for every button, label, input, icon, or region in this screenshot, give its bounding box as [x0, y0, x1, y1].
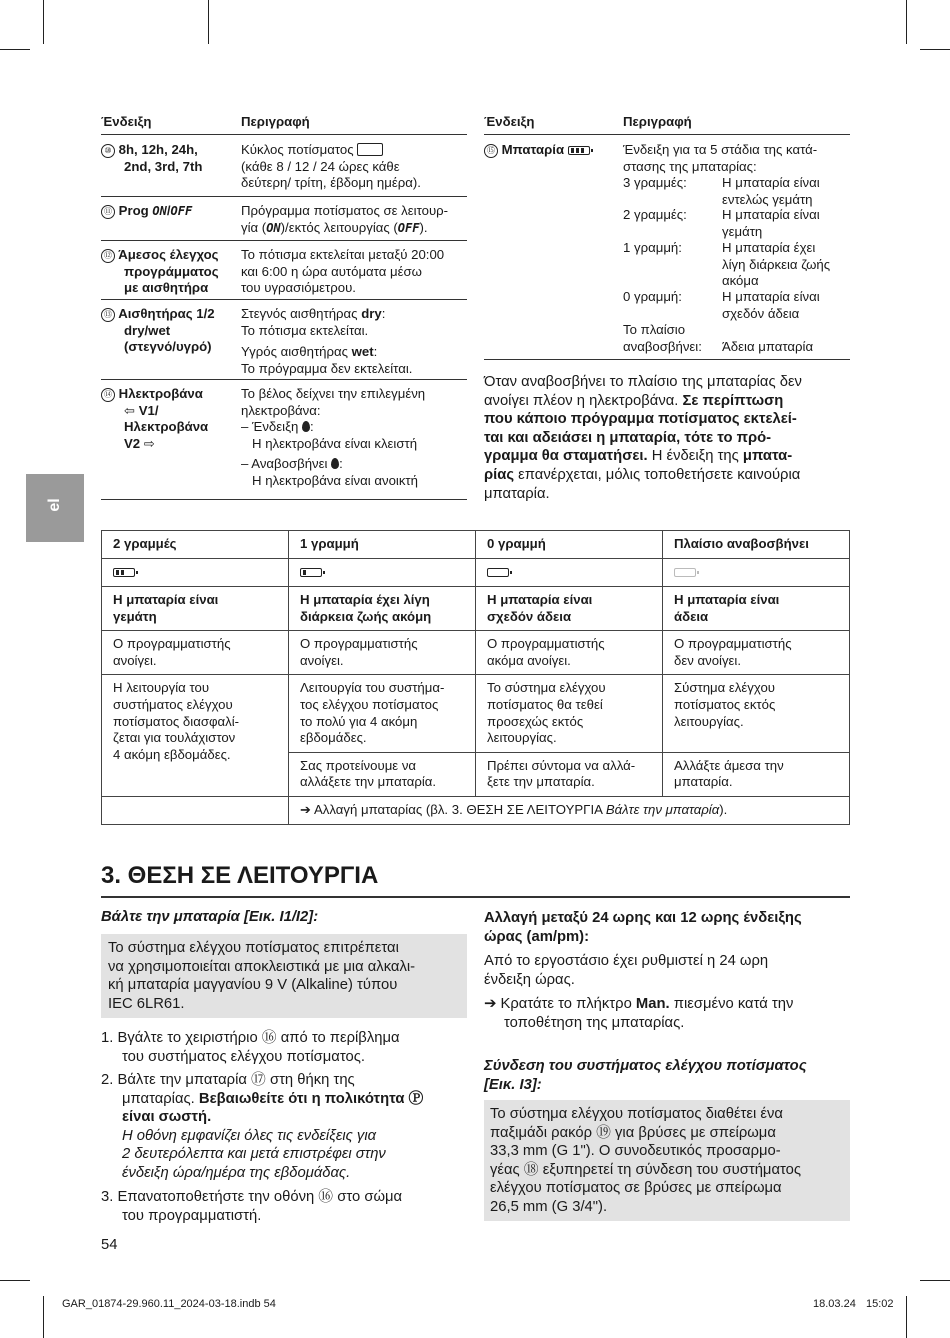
- arrow-left-icon: ⇦: [124, 402, 136, 418]
- row-12-desc: Το πότισμα εκτελείται μεταξύ 20:00 και 6:00 η ώρα αυτόματα μέσω του υγρασιόμετρου.: [241, 247, 445, 296]
- crop-mark: [906, 1296, 907, 1338]
- lcd-box-icon: [357, 143, 383, 156]
- step-3: 3. Επανατοποθετήστε την οθόνη ⑯ στο σώμα του προγραμματιστή.: [101, 1189, 403, 1224]
- row-11-label: ⑪ Prog ON/OFF: [101, 203, 192, 220]
- battery-state-1: 1 γραμμή:: [623, 240, 682, 255]
- battery-1-bar-icon: [300, 568, 322, 577]
- row-15-desc: Ένδειξη για τα 5 στάδια της κατά- στασης της μπαταρίας:: [623, 142, 818, 174]
- crop-mark: [0, 49, 30, 50]
- battery-table: 2 γραμμές 1 γραμμή 0 γραμμή Πλαίσιο αναβοσβήνει Η μπαταρία είναι γεμάτη Η μπαταρία έχει λίγη διάρκεια ζωής ακόμη Η μπαταρία είναι σχεδόν άδεια Η μπαταρία είναι άδεια Ο προγραμματιστής ανοίγει. Ο προγραμματιστής ανοίγει. Ο προγραμματιστής ακόμα ανοίγει. Ο προγραμματιστής δεν ανοίγει. Η λειτουργία του συστήματος ελέγχου ποτίσματος διασφαλί- ζεται για τουλάχιστον 4 ακόμη εβδομάδες. Λειτουργία του συστήμα- τος ελέγχου ποτίσματος το πολύ για 4 ακόμη εβδομάδες. Το σύστημα ελέγχου ποτίσματος θα τεθεί προσεχώς εκτός λειτουργίας. Σύστημα ελέγχου ποτίσματος εκτός λειτουργίας. Σας προτείνουμε να αλλάξετε την μπαταρία. Πρέπει σύντομα να αλλά- ξετε την μπαταρία. Αλλάξτε άμεσα την μπαταρία. ➔ Αλλαγή μπαταρίας (βλ. 3. ΘΕΣΗ ΣΕ ΛΕΙΤΟΥΡΓΙΑ Βάλτε την μπαταρία).: [101, 530, 850, 825]
- col-header: 2 γραμμές: [102, 531, 289, 559]
- drop-icon: [331, 458, 339, 469]
- row-10-desc: Κύκλος ποτίσματος (κάθε 8 / 12 / 24 ώρες κάθε δεύτερη/ τρίτη, έβδομη ημέρα).: [241, 142, 421, 191]
- battery-table-footer: ➔ Αλλαγή μπαταρίας (βλ. 3. ΘΕΣΗ ΣΕ ΛΕΙΤΟΥΡΓΙΑ Βάλτε την μπαταρία).: [289, 796, 850, 824]
- crop-mark: [920, 1280, 950, 1281]
- footer-time: 15:02: [866, 1298, 894, 1310]
- right-subtitle-1: Αλλαγή μεταξύ 24 ωρης και 12 ωρης ένδειξης ώρας (am/pm):: [484, 910, 802, 945]
- row-14-label: ⑭ Ηλεκτροβάνα ⇦ V1/ Ηλεκτροβάνα V2 ⇨: [101, 386, 208, 452]
- left-table-head-indication: Ένδειξη: [101, 114, 152, 129]
- row-13-desc: Στεγνός αισθητήρας dry: Το πότισμα εκτελείται. Υγρός αισθητήρας wet: Το πρόγραμμα δεν εκτελείται.: [241, 306, 413, 376]
- col-header: 1 γραμμή: [289, 531, 476, 559]
- battery-2-bars-icon: [113, 568, 135, 577]
- crop-mark: [0, 1280, 30, 1281]
- footer-date: 18.03.24: [813, 1298, 856, 1310]
- crop-mark: [208, 0, 209, 44]
- arrow-right-icon: ⇨: [143, 435, 155, 451]
- battery-state-blink: Το πλαίσιο αναβοσβήνει:: [623, 322, 702, 354]
- col-header: 0 γραμμή: [476, 531, 663, 559]
- section-title: 3. ΘΕΣΗ ΣΕ ΛΕΙΤΟΥΡΓΙΑ: [101, 862, 379, 889]
- left-subtitle: Βάλτε την μπαταρία [Εικ. I1/I2]:: [101, 909, 319, 925]
- left-table-head-description: Περιγραφή: [241, 114, 310, 129]
- battery-empty-icon: [487, 568, 509, 577]
- col-header: Πλαίσιο αναβοσβήνει: [663, 531, 850, 559]
- step-1: 1. Βγάλτε το χειριστήριο ⑯ από το περίβλημα του συστήματος ελέγχου ποτίσματος.: [101, 1030, 400, 1065]
- battery-state-0: 0 γραμμή:: [623, 289, 682, 304]
- row-15-label: ⑮ Μπαταρία: [484, 142, 590, 159]
- battery-state-2: 2 γραμμές:: [623, 207, 687, 222]
- drop-icon: [302, 421, 310, 432]
- row-11-desc: Πρόγραμμα ποτίσματος σε λειτουρ- γία (ON)/εκτός λειτουργίας (OFF).: [241, 203, 449, 235]
- page-number: 54: [101, 1237, 118, 1253]
- battery-note: Όταν αναβοσβήνει το πλαίσιο της μπαταρίας δεν ανοίγει πλέον η ηλεκτροβάνα. Σε περίπτωση που κάποιο πρόγραμμα ποτίσματος εκτελεί- ται και αδειάσει η μπαταρία, τότε το πρό- γραμμα θα σταματήσει. Η ένδειξη της μπατα- ρίας επανέρχεται, μόλις τοποθετήσετε καινούρια μπαταρία.: [484, 374, 802, 502]
- right-arrow-instruction: ➔ Κρατάτε το πλήκτρο Man. πιεσμένο κατά την τοποθέτηση της μπαταρίας.: [484, 996, 794, 1031]
- crop-mark: [43, 1296, 44, 1338]
- row-10-label: ⑩ 8h, 12h, 24h, 2nd, 3rd, 7th: [101, 142, 202, 175]
- right-table-head-indication: Ένδειξη: [484, 114, 535, 129]
- right-table-head-description: Περιγραφή: [623, 114, 692, 129]
- row-12-label: ⑫ Άμεσος έλεγχος προγράμματος με αισθητήρα: [101, 247, 219, 297]
- step-2: 2. Βάλτε την μπαταρία ⑰ στη θήκη της μπαταρίας. Βεβαιωθείτε ότι η πολικότητα Ⓟ είναι σωστή. Η οθόνη εμφανίζει όλες τις ενδείξεις για 2 δευτερόλεπτα και μετά επιστρέφει στην ένδειξη ώρα/ημέρα της εβδομάδας.: [101, 1072, 424, 1181]
- right-subtitle-2: Σύνδεση του συστήματος ελέγχου ποτίσματος [Εικ. I3]:: [484, 1058, 807, 1093]
- crop-mark: [906, 0, 907, 44]
- crop-mark: [920, 49, 950, 50]
- footer-file: GAR_01874-29.960.11_2024-03-18.indb 54: [62, 1298, 276, 1310]
- language-tab: el: [26, 474, 84, 542]
- row-14-desc: Το βέλος δείχνει την επιλεγμένη ηλεκτροβάνα: – Ένδειξη : Η ηλεκτροβάνα είναι κλειστή – Αναβοσβήνει : Η ηλεκτροβάνα είναι ανοικτή: [241, 386, 426, 488]
- right-paragraph-1: Από το εργοστάσιο έχει ρυθμιστεί η 24 ωρη ένδειξη ώρας.: [484, 953, 769, 988]
- battery-full-icon: [568, 146, 590, 155]
- battery-blink-icon: [674, 568, 696, 577]
- battery-state-3: 3 γραμμές:: [623, 175, 687, 190]
- row-13-label: ⑬ Αισθητήρας 1/2 dry/wet (στεγνό/υγρό): [101, 306, 215, 356]
- crop-mark: [43, 0, 44, 44]
